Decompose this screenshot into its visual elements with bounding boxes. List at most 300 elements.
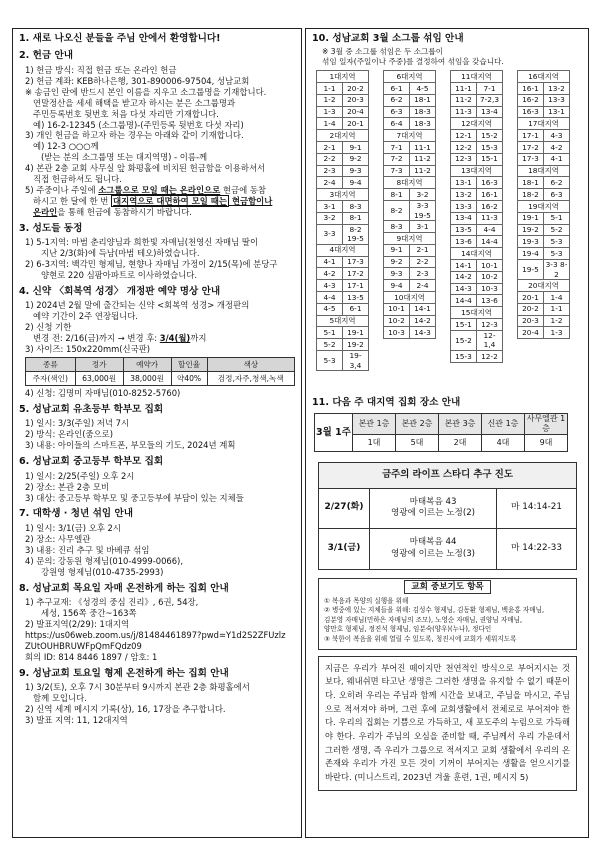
region-header: 13대지역 <box>451 165 503 177</box>
group-cell: 8-3 <box>343 200 369 212</box>
text-line: ※ 송금인 란에 반드시 본인 이름을 지우고 소그룹명을 기재합니다. <box>25 86 267 97</box>
region-header: 12대지역 <box>451 118 503 130</box>
table-row <box>384 106 436 118</box>
group-cell: 11-1 <box>451 82 477 94</box>
region-header: 15대지역 <box>451 307 503 319</box>
group-cell: 7-3 <box>384 165 410 177</box>
group-cell: 10-1 <box>384 303 410 315</box>
group-cell: 4-2 <box>544 141 570 153</box>
life-study-row <box>319 489 576 529</box>
region-header: 7대지역 <box>384 130 436 142</box>
group-cell: 13-3 <box>544 94 570 106</box>
right-column <box>305 28 589 838</box>
group-cell: 9-3 <box>343 165 369 177</box>
group-cell: 20-2 <box>343 82 369 94</box>
table-row <box>518 303 570 315</box>
group-cell: 4-3 <box>317 280 343 292</box>
group-cell: 13-6 <box>451 236 477 248</box>
section-college-gathering <box>19 508 296 577</box>
group-cell: 13-4 <box>451 212 477 224</box>
highlight-text: 대지역으로 대면하여 모일 때는 <box>113 196 227 206</box>
group-cell: 11-2 <box>410 165 436 177</box>
text-line <box>19 207 296 218</box>
table-row <box>26 372 295 386</box>
group-cell: 20-1 <box>343 118 369 130</box>
group-cell: 18-3 <box>410 106 436 118</box>
group-cell: 7-2,3 <box>477 94 503 106</box>
table-row <box>315 413 568 435</box>
highlight-text: 온라인 <box>33 206 58 217</box>
table-row <box>384 71 436 83</box>
text-line: 직접 헌금하셔도 됩니다. <box>33 174 122 185</box>
table-cell: 63,000원 <box>75 372 123 386</box>
life-study-title: 금주의 라이프 스타디 추구 진도 <box>319 463 576 488</box>
group-cell: 17-2 <box>518 141 544 153</box>
table-row <box>384 82 436 94</box>
life-study-text <box>369 489 497 528</box>
place-cell: 신관 1층 <box>482 413 525 435</box>
table-row <box>518 141 570 153</box>
region-header: 10대지역 <box>384 291 436 303</box>
group-cell: 13-2 <box>544 82 570 94</box>
table-row <box>451 318 503 330</box>
table-row <box>451 106 503 118</box>
section-title: 5. 성남교회 유초등부 학부모 집회 <box>19 404 164 415</box>
text-line: 2) 장소: 본관 2층 모비 <box>25 481 110 492</box>
group-cell: 19-2 <box>518 224 544 236</box>
table-row <box>317 303 369 315</box>
meditation-box: 지금은 우리가 부어진 떼이지만 천연적인 방식으로 부어지시는 것 보다, 웨내쉬면 타고난 생명은 그러한 생명을 유지할 수 없기 때문이다. 오히려 우리는 주님과 함께 시간을 보내고, 주님을 마시고, 주님으로 적셔져야 하며, 그런 후에 교회생활에서 전체로로 부어져야 한다. 우리의 집회는 기쁨으로 가득하고, 새 포도주의 누림으로 가득해야 한다. 우리가 주님의 오심을 준비할 때, 주님께서 우리 가운데서 그러한 생명, 즉 우리가 그룹으로 적셔지고 교회 생활에서 우리의 온 존재와 우리가 가진 모든 것이 기꺼이 부어지는 생활을 얻으시기를 바란다. (미니스트리, 2023년 겨울 훈련, 1권, 메시지 5) <box>318 656 577 791</box>
group-cell: 3-2 <box>410 189 436 201</box>
section-title: 9. 성남교회 토요일 형제 온전하게 하는 집회 안내 <box>19 667 229 679</box>
text-line: 2) 신청 기한 <box>25 322 72 333</box>
table-row <box>518 165 570 177</box>
group-cell: 6-2 <box>544 177 570 189</box>
table-row <box>384 327 436 339</box>
table-row <box>518 212 570 224</box>
prayer-item: ③ 북한이 복음을 위해 열릴 수 있도록, 청진시에 교회가 세워지도록 <box>324 635 517 644</box>
table-row <box>518 71 570 83</box>
life-study-date: 2/27(화) <box>324 502 364 513</box>
text-line: 1) 5-1지역: 마범 춘리양님과 희한빛 자매님(천영신 자매님 딸이 <box>25 237 259 248</box>
table-row <box>317 141 369 153</box>
group-cell: 4-1 <box>317 256 343 268</box>
group-cell: 8-1 <box>384 189 410 201</box>
table-row <box>518 259 570 279</box>
group-cell: 13-4 <box>477 106 503 118</box>
table-row <box>451 224 503 236</box>
group-cell: 6-1 <box>343 303 369 315</box>
table-row <box>451 350 503 362</box>
life-study-book: 마태복음 44 <box>409 537 457 548</box>
section-member-news <box>19 223 296 281</box>
group-cell: 9-1 <box>343 141 369 153</box>
text-line: 강원영 형제님(010-4735-2993) <box>41 566 164 577</box>
group-cell: 8-3 <box>384 221 410 233</box>
region-header: 17대지역 <box>518 118 570 130</box>
life-study-book: 마태복음 43 <box>409 496 457 507</box>
group-cell: 8-2 <box>384 200 410 220</box>
text-line: 1) 일시: 3/1(금) 오후 2시 <box>25 522 121 533</box>
group-cell: 5-1 <box>317 327 343 339</box>
group-cell: 3-3 <box>317 224 343 244</box>
table-cell: 검정,자주,청색,녹색 <box>207 372 294 386</box>
group-cell: 17-2 <box>343 268 369 280</box>
text-line: 3) 발표 지역: 11, 12대지역 <box>25 714 128 725</box>
group-cell: 15-2 <box>451 330 477 350</box>
text-line: 3) 대상: 중고등부 학부모 및 중고등부에 부담이 있는 지체들 <box>25 492 244 503</box>
region-header: 4대지역 <box>317 244 369 256</box>
table-row <box>451 283 503 295</box>
group-cell: 3-3 19-5 <box>410 200 436 220</box>
region-cell: 4대 <box>482 435 525 452</box>
text-line: 연말정산을 세세 해택을 받고자 하시는 분은 소그룹명과 <box>33 97 236 108</box>
table-row <box>451 189 503 201</box>
section-welcome <box>19 33 296 45</box>
table-row <box>317 118 369 130</box>
text-span: 을 통해 헌금에 동참하시기 바랍니다. <box>57 206 192 217</box>
table-header: 예약가 <box>123 358 171 372</box>
region-header: 16대지역 <box>518 71 570 83</box>
group-cell: 18-1 <box>410 94 436 106</box>
table-row <box>518 291 570 303</box>
region-header: 5대지역 <box>317 315 369 327</box>
text-line: 3) 개인 헌금을 하고자 하는 경우는 아래와 같이 기재합니다. <box>25 130 244 141</box>
life-study-ref: 마 14:22-33 <box>510 542 562 553</box>
group-cell: 18-2 <box>518 189 544 201</box>
group-cell: 1-1 <box>317 82 343 94</box>
text-line: 1) 2024년 2월 말에 출간되는 신약 <회복역 성경> 개정판의 <box>25 300 250 311</box>
table-row <box>317 224 369 244</box>
table-header: 색상 <box>207 358 294 372</box>
life-study-subtitle: 영광에 이르는 노정(2) <box>390 508 476 519</box>
group-cell: 13-5 <box>343 291 369 303</box>
table-row <box>451 271 503 283</box>
table-row <box>384 141 436 153</box>
section-title: 6. 성남교회 중고등부 학부모 집회 <box>19 456 164 468</box>
group-cell: 17-3 <box>518 153 544 165</box>
section-title: 7. 대학생 · 청년 섞임 안내 <box>19 508 134 520</box>
text-line: 2) 신역 세계 메시지 기록(상), 16, 17장을 추구합니다. <box>25 703 226 714</box>
group-cell: 6-3 <box>384 106 410 118</box>
group-table <box>316 70 369 371</box>
table-row <box>384 189 436 201</box>
section-title: 2. 헌금 안내 <box>19 50 74 62</box>
group-cell: 15-3 <box>477 141 503 153</box>
group-cell: 12-3 <box>451 153 477 165</box>
section-youth-parents <box>19 456 296 503</box>
group-cell: 15-3 <box>451 350 477 362</box>
region-header: 19대지역 <box>518 200 570 212</box>
group-cell: 2-4 <box>410 280 436 292</box>
table-row <box>384 303 436 315</box>
place-cell: 본관 3층 <box>439 413 482 435</box>
prayer-title-text: 교회 중보기도 항목 <box>404 580 490 594</box>
region-cell: 5대 <box>396 435 439 452</box>
table-cell: 38,000원 <box>123 372 171 386</box>
life-study-date: 3/1(금) <box>327 542 361 553</box>
prayer-title <box>324 582 571 593</box>
section-title: 4. 신약 〈회복역 성경〉 개정판 예약 명상 안내 <box>19 286 221 297</box>
group-cell: 17-1 <box>518 130 544 142</box>
table-row <box>384 221 436 233</box>
table-row <box>451 71 503 83</box>
region-header: 11대지역 <box>451 71 503 83</box>
group-cell: 6-4 <box>384 118 410 130</box>
group-cell: 19-2 <box>343 339 369 351</box>
table-row <box>451 118 503 130</box>
group-cell: 13-5 <box>451 224 477 236</box>
section-thursday-sisters <box>19 583 296 663</box>
group-cell: 2-4 <box>317 177 343 189</box>
group-cell: 13-1 <box>451 177 477 189</box>
place-cell: 본관 1층 <box>353 413 396 435</box>
text-line: 함께 모입니다. <box>33 692 87 703</box>
group-cell: 11-2 <box>410 153 436 165</box>
group-cell: 15-1 <box>477 153 503 165</box>
table-row <box>451 259 503 271</box>
text-span: 하시고 한 달에 한 번 <box>33 196 112 206</box>
table-row <box>518 118 570 130</box>
group-cell: 7-2 <box>384 153 410 165</box>
group-cell: 9-2 <box>384 256 410 268</box>
prayer-item: ① 복음과 목양의 실행을 위해 <box>324 596 409 605</box>
group-cell: 11-3 <box>451 106 477 118</box>
text-line: 2) 장소: 사무엘관 <box>25 533 91 544</box>
table-row <box>518 248 570 260</box>
group-cell: 2-3 <box>410 268 436 280</box>
group-cell: 13-2 <box>451 189 477 201</box>
group-cell: 3-1 <box>317 200 343 212</box>
group-cell: 11-1 <box>410 141 436 153</box>
group-cell: 5-1 <box>544 212 570 224</box>
group-cell: 4-2 <box>317 268 343 280</box>
table-cell: 주자(색인) <box>26 372 76 386</box>
table-row <box>518 200 570 212</box>
table-row <box>518 82 570 94</box>
table-row <box>451 82 503 94</box>
text-span: 변경 전: 2/16(금)까지 → 변경 후: <box>33 333 160 344</box>
section-title: 10. 성남교회 3월 소그룹 섞임 안내 <box>312 33 464 44</box>
highlight-text: 온라인으로 <box>176 185 221 196</box>
table-row <box>451 236 503 248</box>
region-cell: 9대 <box>525 435 568 452</box>
table-row <box>384 244 436 256</box>
region-header: 6대지역 <box>384 71 436 83</box>
group-cell: 14-1 <box>451 259 477 271</box>
table-row <box>315 435 568 452</box>
table-row <box>518 106 570 118</box>
text-line: 1) 추구교재: 《성경의 중심 진리》, 6권, 54장, <box>25 597 199 608</box>
group-cell: 14-4 <box>477 236 503 248</box>
section-title: 8. 성남교회 목요일 자매 온전하게 하는 집회 안내 <box>19 582 229 594</box>
group-cell: 1-3 <box>544 327 570 339</box>
group-cell: 19-5 <box>518 259 544 279</box>
text-line: 4) 신청: 김명미 자매님(010-8252-5760) <box>25 388 181 399</box>
group-cell: 1-4 <box>544 291 570 303</box>
table-row <box>518 327 570 339</box>
table-row <box>384 233 436 245</box>
table-row <box>384 315 436 327</box>
table-row <box>451 200 503 212</box>
text-line: 2) 헌금 계좌: KEB하나은행, 301-890006-97504, 성남교회 <box>25 75 250 86</box>
life-study-ref: 마 14:14-21 <box>510 502 562 513</box>
group-cell: 5-3 <box>317 350 343 370</box>
table-row <box>317 268 369 280</box>
table-row <box>317 256 369 268</box>
table-row <box>384 130 436 142</box>
group-cell: 20-3 <box>343 94 369 106</box>
table-row <box>451 330 503 350</box>
group-cell: 5-3 <box>544 248 570 260</box>
table-row <box>451 212 503 224</box>
group-table <box>517 70 570 339</box>
text-line: 4) 본관 2층 교회 사무실 앞 화평홀에 비치된 헌금함을 이용하셔서 <box>25 163 266 174</box>
group-cell: 16-2 <box>477 200 503 212</box>
group-cell: 18-3 <box>410 118 436 130</box>
table-row <box>317 280 369 292</box>
group-cell: 14-2 <box>451 271 477 283</box>
group-cell: 2-3 <box>317 165 343 177</box>
price-table <box>25 357 295 386</box>
group-cell: 16-2 <box>518 94 544 106</box>
highlight-text: 3/4(월) <box>159 333 191 344</box>
group-cell: 9-2 <box>343 153 369 165</box>
group-cell: 13-6 <box>477 295 503 307</box>
group-cell: 20-1 <box>518 291 544 303</box>
table-row <box>384 153 436 165</box>
table-row <box>317 315 369 327</box>
life-study-text <box>369 529 497 569</box>
prayer-box <box>318 578 577 650</box>
group-cell: 9-4 <box>384 280 410 292</box>
text-line: 1) 일시: 3/3(주일) 저녁 7시 <box>25 418 130 429</box>
text-line: (받는 분의 소그룹명 또는 대지역명) - 이름-께 <box>41 152 208 163</box>
group-cell: 16-3 <box>477 177 503 189</box>
text-line <box>19 196 296 207</box>
group-cell: 12-2 <box>477 350 503 362</box>
place-cell: 본관 2층 <box>396 413 439 435</box>
bulletin-page <box>12 28 588 840</box>
group-cell: 13-3 <box>451 200 477 212</box>
group-cell: 9-4 <box>343 177 369 189</box>
group-cell: 4-5 <box>410 82 436 94</box>
group-cell: 12-1 <box>451 130 477 142</box>
group-cell: 16-3 <box>518 106 544 118</box>
section-title: 11. 다음 주 대지역 집회 장소 안내 <box>312 397 461 409</box>
group-cell: 6-2 <box>384 94 410 106</box>
table-header: 할인율 <box>171 358 207 372</box>
table-row <box>451 307 503 319</box>
text-line: 1) 헌금 방식: 직접 헌금 또는 온라인 헌금 <box>25 64 177 75</box>
group-cell: 7-1 <box>477 82 503 94</box>
table-row <box>384 200 436 220</box>
table-row <box>518 94 570 106</box>
group-cell: 15-1 <box>451 318 477 330</box>
group-cell: 10-3 <box>477 283 503 295</box>
group-cell: 6-3 <box>544 189 570 201</box>
zoom-link[interactable]: ZUtOUHBRUWFpQmFQdz09 <box>25 640 142 651</box>
text-line: 세성, 156쪽 중간~163쪽 <box>41 607 137 618</box>
group-cell: 5-2 <box>317 339 343 351</box>
highlight-text: 소그룹으로 모일 때는 <box>98 185 177 196</box>
group-cell: 4-4 <box>317 291 343 303</box>
table-row <box>518 177 570 189</box>
text-line <box>19 333 296 344</box>
table-row <box>384 280 436 292</box>
table-row <box>384 291 436 303</box>
text-line: 지난 2/3(화)에 득남(마범 테오)하였습니다. <box>41 248 200 259</box>
zoom-link[interactable]: https://us06web.zoom.us/j/81484461897?pwd=Y1d2S2ZFUzlz <box>25 629 286 640</box>
text-line: 4) 문의: 강동원 형제님(010-4999-0066), <box>25 555 183 566</box>
table-row <box>317 71 369 83</box>
table-row <box>317 106 369 118</box>
group-cell: 11-3 <box>477 212 503 224</box>
region-header: 3대지역 <box>317 189 369 201</box>
life-study-box <box>318 462 577 569</box>
place-table-wrap <box>314 413 583 453</box>
group-cell: 14-4 <box>451 295 477 307</box>
group-cell: 17-3 <box>343 256 369 268</box>
group-cell: 16-1 <box>477 189 503 201</box>
group-cell: 8-1 <box>343 212 369 224</box>
region-cell: 1대 <box>353 435 396 452</box>
region-header: 14대지역 <box>451 248 503 260</box>
group-cell: 9-3 <box>384 268 410 280</box>
section-saturday-brothers <box>19 668 296 726</box>
text-line: 3) 내용: 아이들의 스마트폰, 부모들의 기도, 2024년 계획 <box>25 440 236 451</box>
table-row <box>518 280 570 292</box>
table-row <box>384 268 436 280</box>
text-line: 2) 발표지역(2/29): 1대지역 <box>25 618 130 629</box>
place-cell: 사무엘관 1층 <box>525 413 568 435</box>
section-small-group-mix <box>312 33 583 392</box>
group-cell: 3-2 <box>317 212 343 224</box>
table-row <box>384 165 436 177</box>
group-cell: 4-4 <box>477 224 503 236</box>
text-line: 양현로 220 심팜아파트로 이사하였습니다. <box>41 270 198 281</box>
group-cell: 6-1 <box>384 82 410 94</box>
table-row <box>317 350 369 370</box>
region-header: 2대지역 <box>317 130 369 142</box>
group-table <box>383 70 436 339</box>
table-row <box>317 177 369 189</box>
group-cell: 19-3,4 <box>343 350 369 370</box>
text-line: 회의 ID: 814 8446 1897 / 암호: 1 <box>25 651 158 662</box>
group-cell: 20-3 <box>518 315 544 327</box>
group-cell: 2-2 <box>317 153 343 165</box>
region-header: 8대지역 <box>384 177 436 189</box>
table-row <box>451 177 503 189</box>
table-row <box>317 153 369 165</box>
text-line: 1) 일시: 2/25(주일) 오후 2시 <box>25 470 135 481</box>
group-cell: 12-1,4 <box>477 330 503 350</box>
group-cell: 12-3 <box>477 318 503 330</box>
note-text: ※ 3월 중 소그룹 섞임은 두 소그룹이 <box>322 47 444 57</box>
group-cell: 14-3 <box>451 283 477 295</box>
group-cell: 10-1 <box>477 259 503 271</box>
group-cell: 19-1 <box>518 212 544 224</box>
text-span: 현금에 동참 <box>220 185 267 196</box>
prayer-item: ② 병중에 있는 지체들을 위해: 김성수 형제님, 김동환 형제님, 백윤홍 자매님, <box>324 606 545 615</box>
table-row <box>451 165 503 177</box>
table-header: 종류 <box>26 358 76 372</box>
text-line: 예약 기간이 2주 연장됩니다. <box>33 311 138 322</box>
group-cell: 19-1 <box>343 327 369 339</box>
group-cell: 3-3 8-2 <box>544 259 570 279</box>
table-row <box>451 295 503 307</box>
group-cell: 12-2 <box>451 141 477 153</box>
